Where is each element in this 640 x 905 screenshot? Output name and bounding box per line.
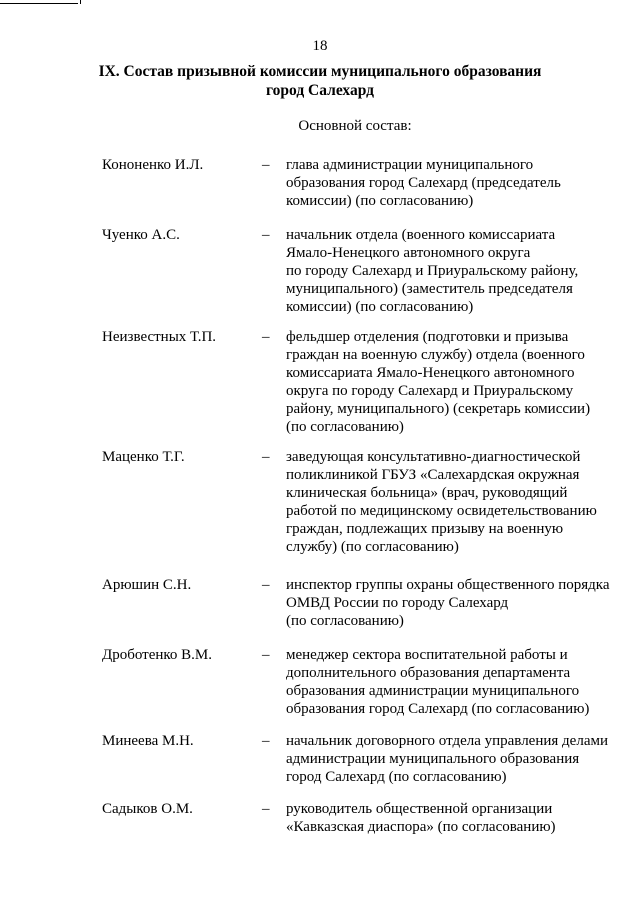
member-role-line: клиническая больница» (врач, руководящий: [286, 485, 568, 501]
member-name: Садыков О.М.: [102, 801, 193, 817]
member-role-line: глава администрации муниципального: [286, 157, 534, 173]
member-dash: –: [262, 329, 270, 345]
member-role: [286, 448, 616, 556]
member-role-line: ОМВД России по городу Салехард: [286, 595, 509, 611]
section-title-line-1: IX. Состав призывной комиссии муниципального образования: [98, 63, 542, 80]
page-number: 18: [312, 38, 328, 54]
member-role-line: руководитель общественной организации: [286, 801, 553, 817]
member-dash: –: [262, 227, 270, 243]
member-role-line: администрации муниципального образования: [286, 751, 580, 767]
member-name: Чуенко А.С.: [102, 227, 180, 243]
member-role: [286, 646, 616, 718]
member-role-line: комиссии) (по согласованию): [286, 193, 474, 209]
member-role-line: заведующая консультативно-диагностической: [286, 449, 581, 465]
member-role-line: службу) (по согласованию): [286, 539, 459, 555]
member-dash: –: [262, 577, 270, 593]
member-role-line: (по согласованию): [286, 613, 404, 629]
member-role: [286, 226, 616, 316]
member-dash: –: [262, 449, 270, 465]
member-dash: –: [262, 157, 270, 173]
member-role-line: образования город Салехард (по согласованию): [286, 701, 590, 717]
member-role-line: (по согласованию): [286, 419, 404, 435]
member-name: Минеева М.Н.: [102, 733, 194, 749]
member-role-line: району, муниципального) (секретарь комиссии): [286, 401, 591, 417]
member-role-line: «Кавказская диаспора» (по согласованию): [286, 819, 556, 835]
member-role-line: менеджер сектора воспитательной работы и: [286, 647, 568, 663]
section-title-line-2: город Салехард: [266, 82, 374, 99]
member-role-line: образования администрации муниципального: [286, 683, 580, 699]
member-dash: –: [262, 647, 270, 663]
member-name: Маценко Т.Г.: [102, 449, 185, 465]
member-role-line: начальник отдела (военного комиссариата: [286, 227, 556, 243]
member-role-line: работой по медицинскому освидетельствованию: [286, 503, 597, 519]
member-role-line: поликлиникой ГБУЗ «Салехардская окружная: [286, 467, 580, 483]
member-dash: –: [262, 801, 270, 817]
member-role-line: округа по городу Салехард и Приуральскому: [286, 383, 574, 399]
member-role-line: граждан на военную службу) отдела (военного: [286, 347, 585, 363]
section-title: [0, 62, 640, 100]
member-role-line: образования город Салехард (председатель: [286, 175, 561, 191]
member-role-line: город Салехард (по согласованию): [286, 769, 507, 785]
member-dash: –: [262, 733, 270, 749]
member-role-line: инспектор группы охраны общественного порядка: [286, 577, 610, 593]
member-role: [286, 800, 616, 836]
member-role-line: комиссии) (по согласованию): [286, 299, 474, 315]
member-name: Кононенко И.Л.: [102, 157, 204, 173]
member-role-line: дополнительного образования департамента: [286, 665, 571, 681]
member-role-line: Ямало-Ненецкого автономного округа: [286, 245, 531, 261]
member-role: [286, 156, 616, 210]
member-role: [286, 328, 616, 436]
member-role-line: граждан, подлежащих призыву на военную: [286, 521, 564, 537]
member-name: Дроботенко В.М.: [102, 647, 213, 663]
member-role-line: фельдшер отделения (подготовки и призыва: [286, 329, 569, 345]
member-role-line: комиссариата Ямало-Ненецкого автономного: [286, 365, 575, 381]
member-role: [286, 732, 616, 786]
composition-subtitle: Основной состав:: [298, 118, 412, 134]
member-role-line: начальник договорного отдела управления делами: [286, 733, 608, 749]
corner-tick-mark: [80, 0, 81, 4]
member-name: Неизвестных Т.П.: [102, 329, 217, 345]
member-role-line: муниципального) (заместитель председателя: [286, 281, 573, 297]
member-name: Арюшин С.Н.: [102, 577, 192, 593]
corner-line-mark: [0, 3, 78, 4]
member-role: [286, 576, 616, 630]
member-role-line: по городу Салехард и Приуральскому району,: [286, 263, 579, 279]
